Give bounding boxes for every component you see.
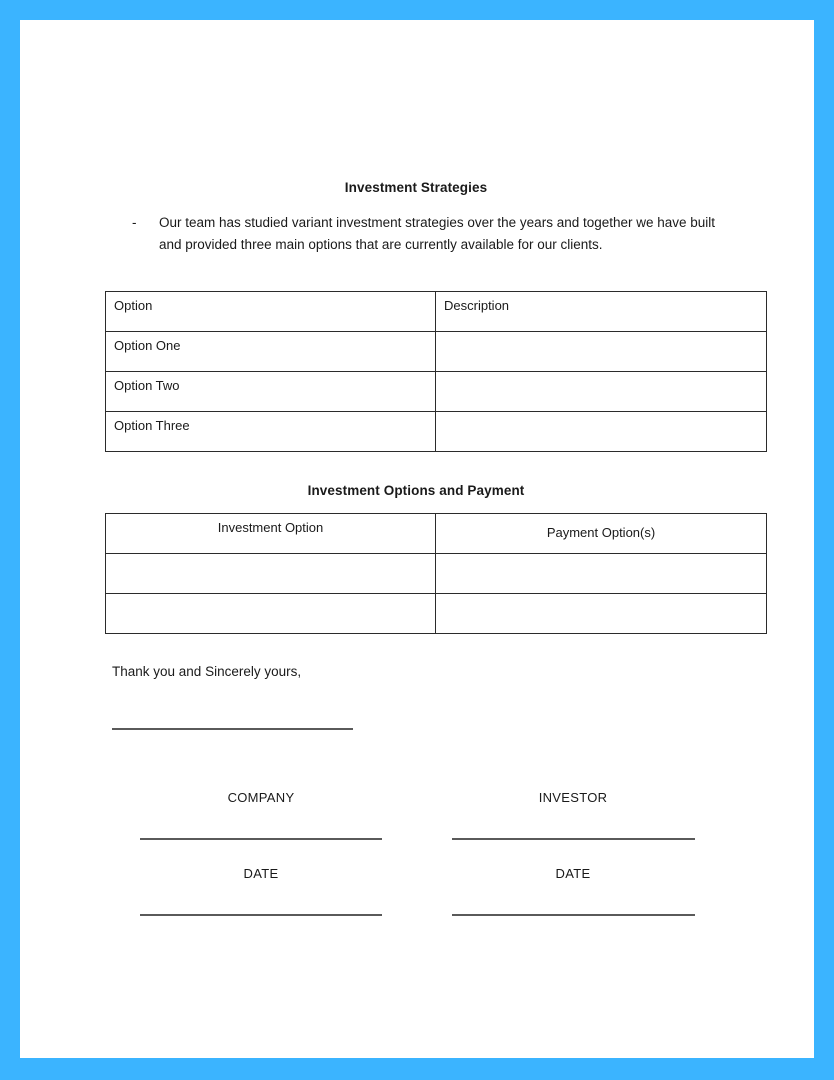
table-row xyxy=(106,372,767,412)
table-header-payment-option: Payment Option(s) xyxy=(436,514,767,554)
table-row xyxy=(106,594,767,634)
option-three-cell: Option Three xyxy=(106,412,436,452)
document-sheet xyxy=(20,20,814,1058)
investment-option-cell-1[interactable] xyxy=(106,554,436,594)
investor-date-line[interactable] xyxy=(452,914,695,916)
investor-label: INVESTOR xyxy=(538,790,608,805)
table-header-option: Option xyxy=(106,292,436,332)
investment-strategies-table xyxy=(105,291,767,452)
option-three-description-cell[interactable] xyxy=(436,412,767,452)
investment-option-cell-2[interactable] xyxy=(106,594,436,634)
table-header-investment-option: Investment Option xyxy=(106,514,436,554)
closing-salutation: Thank you and Sincerely yours, xyxy=(112,664,302,679)
bullet-dash-icon: - xyxy=(132,215,137,230)
option-one-cell: Option One xyxy=(106,332,436,372)
company-signature-line[interactable] xyxy=(140,838,382,840)
closing-signature-line[interactable] xyxy=(112,728,353,730)
table-header-description: Description xyxy=(436,292,767,332)
option-one-description-cell[interactable] xyxy=(436,332,767,372)
company-date-line[interactable] xyxy=(140,914,382,916)
table-header-row xyxy=(106,514,767,554)
investment-options-payment-heading: Investment Options and Payment xyxy=(307,483,525,498)
company-label: COMPANY xyxy=(227,790,295,805)
option-two-cell: Option Two xyxy=(106,372,436,412)
investment-strategies-heading: Investment Strategies xyxy=(344,180,488,195)
table-header-row xyxy=(106,292,767,332)
document-body xyxy=(20,20,814,1058)
payment-option-cell-1[interactable] xyxy=(436,554,767,594)
investor-signature-line[interactable] xyxy=(452,838,695,840)
payment-option-cell-2[interactable] xyxy=(436,594,767,634)
option-two-description-cell[interactable] xyxy=(436,372,767,412)
intro-paragraph-text: Our team has studied variant investment strategies over the years and together we have built and provided three main options that are currently available for our clients. xyxy=(159,215,716,252)
company-date-label: DATE xyxy=(243,866,279,881)
table-row xyxy=(106,412,767,452)
table-row xyxy=(106,332,767,372)
table-row xyxy=(106,554,767,594)
investor-date-label: DATE xyxy=(555,866,591,881)
investment-options-payment-table xyxy=(105,513,767,634)
